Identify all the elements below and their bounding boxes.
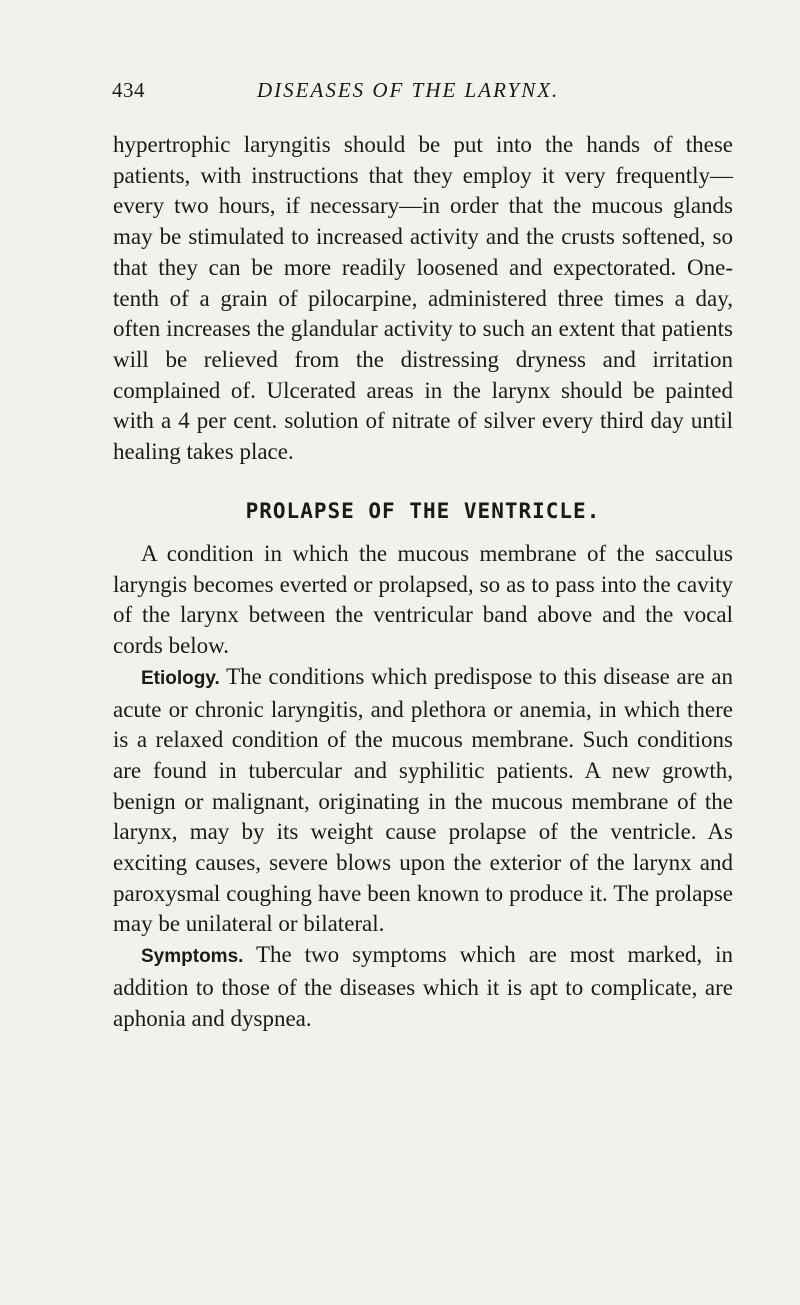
symptoms-label: Symptoms. xyxy=(141,946,244,968)
section-intro-paragraph: A condition in which the mucous membrane of the sacculus laryngis becomes everted or prolapsed, so as to pass into the cavity of the larynx between the ventricular band above and the vocal cords below. xyxy=(113,541,733,659)
running-title: DISEASES OF THE LARYNX. xyxy=(257,78,560,102)
etiology-paragraph xyxy=(113,662,733,940)
symptoms-paragraph xyxy=(113,940,733,1034)
page-number: 434 xyxy=(112,78,145,102)
etiology-text: The conditions which predispose to this disease are an acute or chronic laryngitis, and plethora or anemia, in which there is a relaxed condition of the mucous membrane. Such conditions are found in tubercular and syphilitic patients. A new growth, benign or malignant, originating in the mucous membrane of the larynx, may by its weight cause prolapse of the ventricle. As exciting causes, severe blows upon the exterior of the larynx and paroxysmal coughing have been known to produce it. The prolapse may be unilateral or bilateral. xyxy=(113,663,733,937)
symptoms-text: The two symptoms which are most marked, in addition to those of the diseases which it is apt to complicate, are aphonia and dyspnea. xyxy=(113,942,733,1031)
running-head xyxy=(112,78,732,112)
section-heading: PROLAPSE OF THE VENTRICLE. xyxy=(245,499,601,523)
body-text-section xyxy=(113,539,733,1034)
body-text-top xyxy=(113,130,733,468)
etiology-label: Etiology. xyxy=(141,667,220,689)
paragraph-continuation: hypertrophic laryngitis should be put into the hands of these patients, with instructions that they employ it very frequently—every two hours, if necessary—in order that the mucous glands may be stimulated to increased activity and the crusts softened, so that they can be more readily loosened and expectorated. One-tenth of a grain of pilocarpine, administered three times a day, often increases the glandular activity to such an extent that patients will be relieved from the distressing dryness and irritation complained of. Ulcerated areas in the larynx should be painted with a 4 per cent. solution of nitrate of silver every third day until healing takes place. xyxy=(113,132,733,465)
